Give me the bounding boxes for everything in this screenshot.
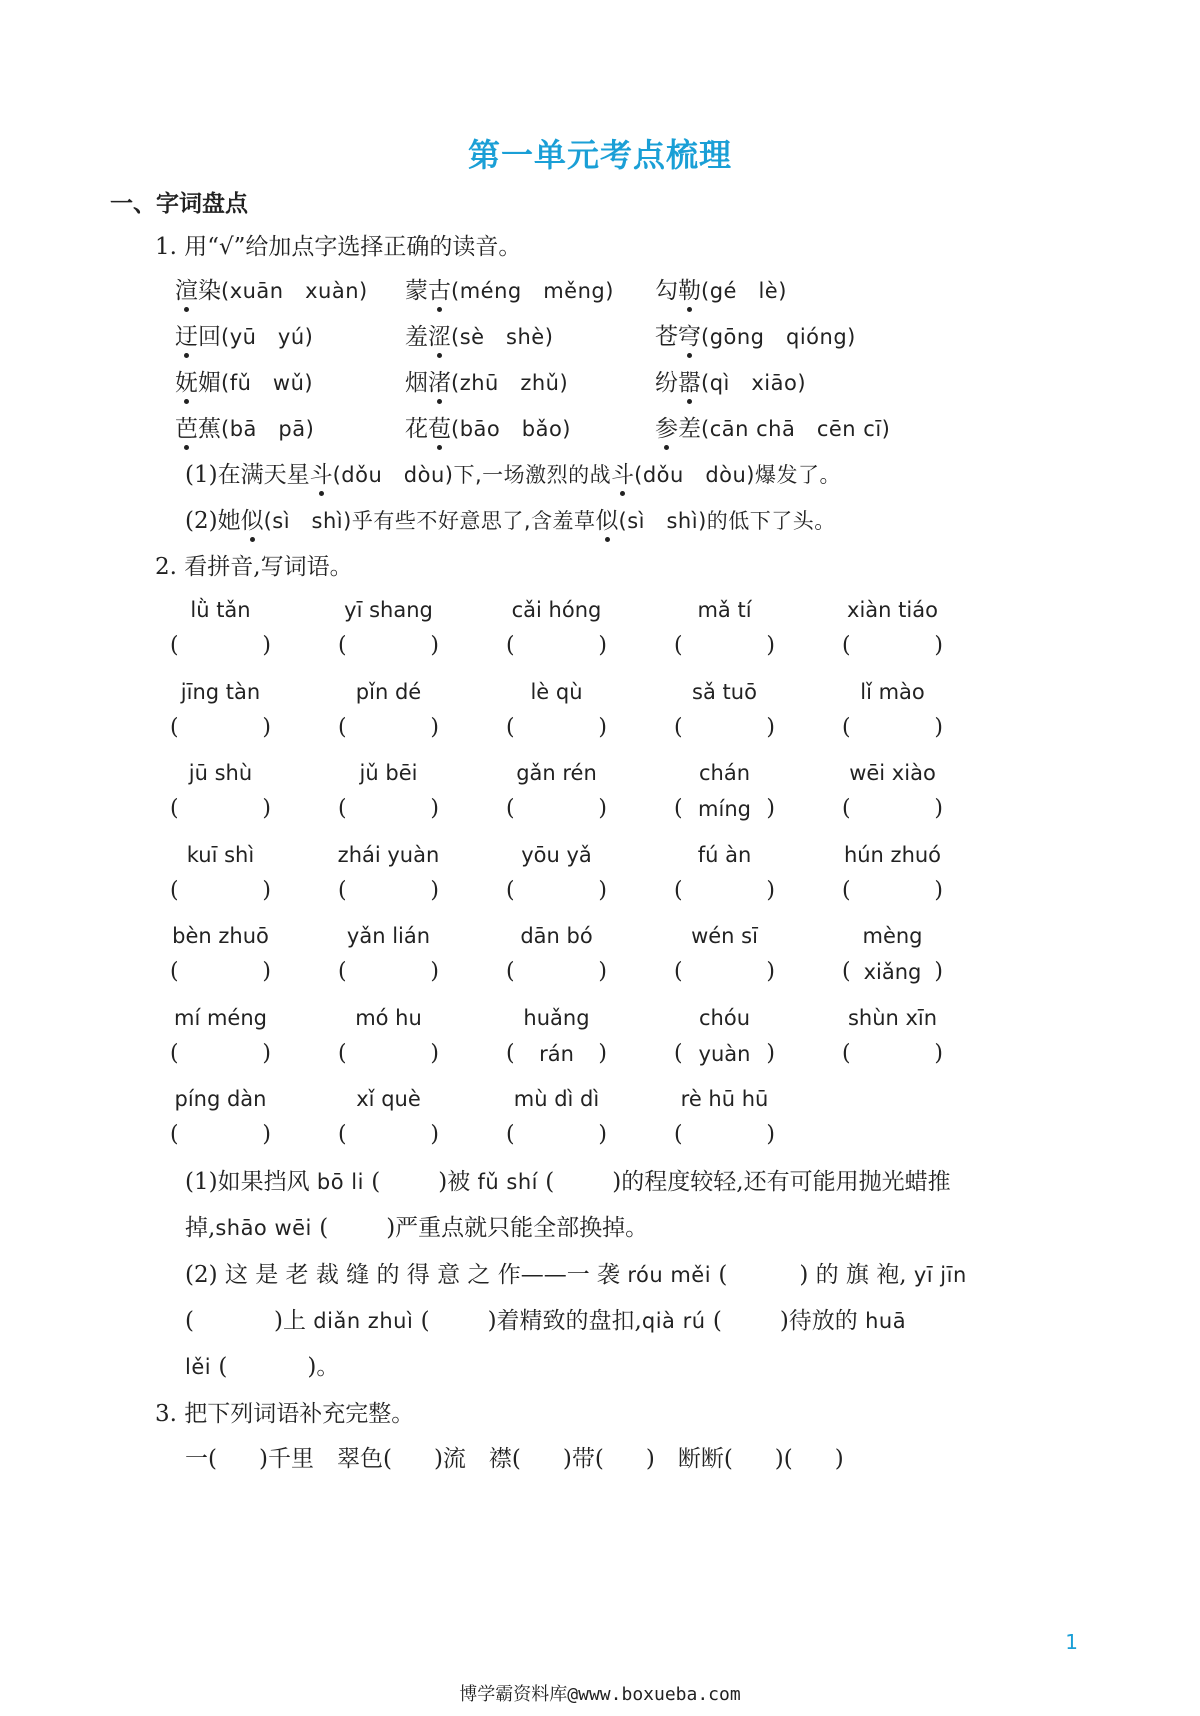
answer-parens[interactable]: ( ) (170, 1122, 271, 1147)
pinyin-word-cell[interactable] (336, 674, 441, 746)
pinyin-word-cell[interactable] (336, 755, 441, 827)
pinyin-label: sǎ tuō (692, 680, 757, 704)
answer-parens[interactable]: ( ) (674, 715, 775, 740)
answer-parens[interactable]: ( ) (842, 633, 943, 658)
answer-parens[interactable]: ( ) (506, 796, 607, 821)
answer-parens[interactable]: ( ) (506, 878, 607, 903)
pinyin-label: fú àn (697, 843, 752, 867)
pinyin-word-cell[interactable] (672, 592, 777, 664)
reading-choice-item[interactable]: 参差(cān chā cēn cī) (655, 410, 890, 443)
pinyin-label: rè hū hū (680, 1087, 769, 1111)
pinyin-label: mó hu (355, 1006, 422, 1030)
pinyin-label: lǜ tǎn (190, 598, 251, 622)
question-2-paragraph-2-line-2: ( )上 diǎn zhuì ( )着精致的盘扣,qià rú ( )待放的 huā (185, 1308, 907, 1334)
pinyin-label: lè qù (530, 680, 583, 704)
pinyin-label: bèn zhuō (172, 924, 269, 948)
answer-parens[interactable]: ( ) (842, 796, 943, 821)
answer-parens[interactable]: ( ) (506, 715, 607, 740)
pinyin-label: xiàn tiáo (847, 598, 938, 622)
answer-parens[interactable]: ( ) (674, 878, 775, 903)
pinyin-word-cell[interactable] (840, 918, 945, 990)
pinyin-word-cell[interactable] (504, 592, 609, 664)
reading-choice-item[interactable]: 渲染(xuān xuàn) (175, 272, 368, 305)
answer-parens[interactable]: ( ) (842, 878, 943, 903)
reading-choice-item[interactable]: 蒙古(méng měng) (405, 272, 614, 305)
pinyin-word-cell[interactable] (336, 1081, 441, 1153)
answer-parens[interactable]: ( ) (170, 796, 271, 821)
answer-parens[interactable]: ( ) (338, 633, 439, 658)
pinyin-word-cell[interactable] (336, 918, 441, 990)
question-1-prompt: 1. 用“√”给加点字选择正确的读音。 (155, 234, 522, 260)
pinyin-word-cell[interactable] (336, 837, 441, 909)
answer-parens[interactable]: ( ) (674, 1122, 775, 1147)
answer-parens[interactable]: ( ) (170, 633, 271, 658)
answer-parens[interactable]: ( ) (506, 1122, 607, 1147)
pinyin-word-cell[interactable] (504, 918, 609, 990)
pinyin-word-cell[interactable] (168, 1081, 273, 1153)
answer-parens[interactable]: ( ) (338, 1041, 439, 1066)
pinyin-label: cǎi hóng (511, 598, 602, 622)
footer-watermark: 博学霸资料库@www.boxueba.com (459, 1684, 741, 1705)
pinyin-label: jīng tàn (180, 680, 261, 704)
pinyin-label: mǎ tí (697, 598, 752, 622)
question-2-paragraph-1-line-1: (1)如果挡风 bō li ( )被 fǔ shí ( )的程度较轻,还有可能用抛光蜡推 (185, 1169, 951, 1195)
pinyin-label: hún zhuó (843, 843, 942, 867)
pinyin-word-cell[interactable] (840, 837, 945, 909)
page-number: 1 (1065, 1630, 1078, 1654)
pinyin-label: wén sī (691, 924, 758, 948)
pinyin-word-cell[interactable] (672, 674, 777, 746)
pinyin-label: zhái yuàn (337, 843, 440, 867)
answer-parens[interactable]: ( ) (842, 715, 943, 740)
answer-parens[interactable]: ( ) (674, 1041, 775, 1066)
answer-parens[interactable]: ( ) (170, 715, 271, 740)
page-title: 第一单元考点梳理 (467, 136, 732, 174)
answer-parens[interactable]: ( ) (674, 633, 775, 658)
section-heading: 一、字词盘点 (110, 190, 248, 217)
question-1-sentence-1: (1)在满天星斗(dǒu dòu)下,一场激烈的战斗(dǒu dòu)爆发了。 (185, 456, 841, 489)
pinyin-label: mí méng (174, 1006, 267, 1030)
pinyin-word-cell[interactable] (840, 755, 945, 827)
reading-choice-item[interactable]: 迂回(yū yú) (175, 318, 313, 351)
pinyin-label: píng dàn (174, 1087, 267, 1111)
pinyin-word-cell[interactable] (168, 755, 273, 827)
reading-choice-item[interactable]: 花苞(bāo bǎo) (405, 410, 571, 443)
reading-choice-item[interactable]: 勾勒(gé lè) (655, 272, 787, 305)
pinyin-label: yī shang (344, 598, 433, 622)
pinyin-label: jū shù (188, 761, 253, 785)
pinyin-word-cell[interactable] (504, 1081, 609, 1153)
answer-parens[interactable]: ( ) (506, 633, 607, 658)
answer-parens[interactable]: ( ) (842, 1041, 943, 1066)
pinyin-label: jǔ bēi (359, 761, 418, 785)
pinyin-word-cell[interactable] (840, 1000, 945, 1072)
pinyin-label: shùn xīn (847, 1006, 938, 1030)
pinyin-label: chóu yuàn (698, 1006, 751, 1066)
question-2-paragraph-1-line-2: 掉,shāo wēi ( )严重点就只能全部换掉。 (185, 1215, 649, 1241)
answer-parens[interactable]: ( ) (338, 878, 439, 903)
pinyin-label: mèng xiǎng (862, 924, 923, 984)
pinyin-label: mù dì dì (513, 1087, 600, 1111)
question-2-paragraph-2-line-3: lěi ( )。 (185, 1354, 340, 1380)
pinyin-word-cell[interactable] (168, 674, 273, 746)
pinyin-label: gǎn rén (516, 761, 597, 785)
reading-choice-item[interactable]: 妩媚(fǔ wǔ) (175, 364, 313, 397)
pinyin-label: dān bó (520, 924, 593, 948)
pinyin-word-cell[interactable] (504, 755, 609, 827)
question-3-prompt: 3. 把下列词语补充完整。 (155, 1401, 415, 1427)
pinyin-word-cell[interactable] (504, 837, 609, 909)
pinyin-word-cell[interactable] (168, 837, 273, 909)
pinyin-word-cell[interactable] (168, 592, 273, 664)
answer-parens[interactable]: ( ) (338, 959, 439, 984)
reading-choice-item[interactable]: 烟渚(zhū zhǔ) (405, 364, 568, 397)
pinyin-label: lǐ mào (860, 680, 925, 704)
pinyin-label: wēi xiào (849, 761, 936, 785)
pinyin-word-cell[interactable] (672, 837, 777, 909)
answer-parens[interactable]: ( ) (674, 959, 775, 984)
question-3-idiom-line: 一( )千里 翠色( )流 襟( )带( ) 断断( )( ) (185, 1446, 844, 1472)
pinyin-word-cell[interactable] (168, 918, 273, 990)
answer-parens[interactable]: ( ) (170, 959, 271, 984)
pinyin-word-cell[interactable] (504, 1000, 609, 1072)
pinyin-word-cell[interactable] (336, 1000, 441, 1072)
reading-choice-item[interactable]: 纷嚣(qì xiāo) (655, 364, 806, 397)
pinyin-word-cell[interactable] (840, 592, 945, 664)
answer-parens[interactable]: ( ) (506, 959, 607, 984)
pinyin-word-cell[interactable] (840, 674, 945, 746)
pinyin-word-cell[interactable] (504, 674, 609, 746)
answer-parens[interactable]: ( ) (842, 959, 943, 984)
pinyin-word-cell[interactable] (672, 918, 777, 990)
pinyin-word-cell[interactable] (672, 1081, 777, 1153)
pinyin-label: yōu yǎ (521, 843, 592, 867)
reading-choice-item[interactable]: 芭蕉(bā pā) (175, 410, 314, 443)
pinyin-word-cell[interactable] (336, 592, 441, 664)
answer-parens[interactable]: ( ) (674, 796, 775, 821)
answer-parens[interactable]: ( ) (338, 796, 439, 821)
pinyin-label: xǐ què (356, 1087, 421, 1111)
question-1-sentence-2: (2)她似(sì shì)乎有些不好意思了,含羞草似(sì shì)的低下了头。 (185, 502, 836, 535)
question-2-paragraph-2-line-1: (2) 这 是 老 裁 缝 的 得 意 之 作——一 袭 róu měi ( ) 的 旗 袍, yī jīn (185, 1262, 967, 1288)
pinyin-label: huǎng rán (523, 1006, 590, 1066)
pinyin-label: pǐn dé (355, 680, 422, 704)
question-2-prompt: 2. 看拼音,写词语。 (155, 554, 353, 580)
answer-parens[interactable]: ( ) (170, 878, 271, 903)
answer-parens[interactable]: ( ) (170, 1041, 271, 1066)
answer-parens[interactable]: ( ) (338, 715, 439, 740)
answer-parens[interactable]: ( ) (506, 1041, 607, 1066)
pinyin-label: yǎn lián (346, 924, 431, 948)
reading-choice-item[interactable]: 羞涩(sè shè) (405, 318, 553, 351)
reading-choice-item[interactable]: 苍穹(gōng qióng) (655, 318, 856, 351)
pinyin-label: chán míng (698, 761, 751, 821)
answer-parens[interactable]: ( ) (338, 1122, 439, 1147)
pinyin-word-cell[interactable] (672, 755, 777, 827)
pinyin-word-cell[interactable] (168, 1000, 273, 1072)
pinyin-label: kuī shì (186, 843, 255, 867)
pinyin-word-cell[interactable] (672, 1000, 777, 1072)
